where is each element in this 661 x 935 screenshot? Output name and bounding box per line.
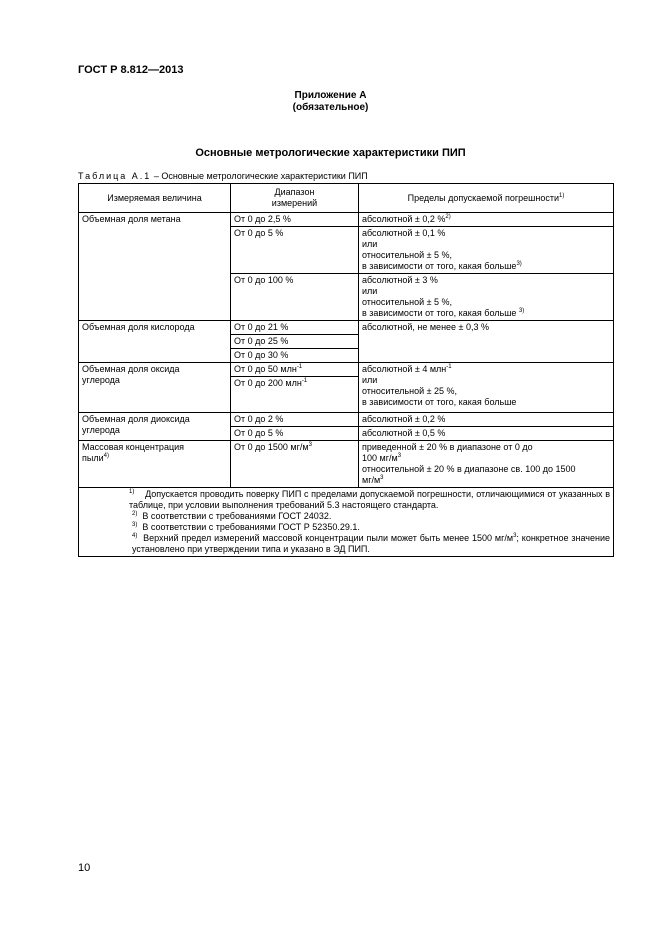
methane-error-3-line3: относительной ± 5 %,: [362, 297, 453, 307]
table-header-row: [79, 184, 614, 213]
methane-error-3: [359, 274, 614, 321]
header-range-line1: Диапазон: [274, 187, 315, 197]
oxygen-range-2: От 0 до 25 %: [231, 335, 359, 349]
co-range-1-text: От 0 до 50 млн: [234, 364, 297, 374]
co-name-line2: углерода: [82, 375, 120, 385]
methane-range-1: От 0 до 2,5 %: [231, 213, 359, 227]
co-name: [79, 363, 231, 413]
dust-error-line3: относительной ± 20 % в диапазоне св. 100 до 1500: [362, 464, 576, 474]
header-error: [359, 184, 614, 213]
methane-range-3: От 0 до 100 %: [231, 274, 359, 321]
oxygen-range-1: От 0 до 21 %: [231, 321, 359, 335]
co-error-line1-sup: -1: [446, 364, 452, 370]
notes-cell: [79, 488, 614, 557]
table-row: [79, 441, 614, 488]
note-4: [82, 533, 610, 555]
co-range-2-sup: -1: [301, 378, 308, 384]
co-range-1: [231, 363, 359, 377]
table-caption-text: – Основные метрологические характеристики ПИП: [153, 171, 368, 181]
methane-error-2-ref: 3): [516, 261, 522, 267]
dust-error-line2-sup: 3: [397, 453, 402, 459]
co-error-line1: [362, 364, 610, 375]
co-error: [359, 363, 614, 413]
methane-error-3-line4: [362, 308, 610, 319]
note-2: [82, 511, 610, 522]
methane-error-2-line4: [362, 261, 610, 272]
dust-error-line4: [362, 475, 610, 486]
dust-range-sup: 3: [308, 442, 312, 448]
co2-name: [79, 413, 231, 441]
methane-error-3-ref: 3): [518, 308, 525, 314]
page-number: 10: [78, 862, 91, 874]
methane-error-2: [359, 227, 614, 274]
header-error-ref: 1): [559, 192, 565, 199]
notes-row: [79, 488, 614, 557]
appendix-heading: [0, 90, 661, 114]
note-3-text: В соответствии с требованиями ГОСТ Р 52350.29.1.: [142, 522, 360, 532]
note-4-sup: 3: [513, 533, 517, 539]
note-2-ref: 2): [132, 511, 138, 517]
document-code: ГОСТ Р 8.812—2013: [78, 64, 184, 76]
methane-error-2-line3: относительной ± 5 %,: [362, 250, 453, 260]
dust-name-line1: Массовая концентрация: [82, 442, 185, 452]
dust-name-line2-text: пыли: [82, 453, 104, 463]
methane-error-2-line1: абсолютной ± 0,1 %: [362, 228, 446, 238]
methane-error-1: [359, 213, 614, 227]
appendix-subtitle: (обязательное): [292, 102, 369, 113]
oxygen-name: Объемная доля кислорода: [79, 321, 231, 363]
dust-range-text: От 0 до 1500 мг/м: [234, 442, 309, 452]
co2-name-line2: углерода: [82, 425, 120, 435]
oxygen-range-3: От 0 до 30 %: [231, 349, 359, 363]
co2-name-line1: Объемная доля диоксида: [82, 414, 190, 424]
methane-error-3-line4-text: в зависимости от того, какая больше: [362, 308, 517, 318]
table-row: [79, 413, 614, 427]
note-4-ref: 4): [132, 533, 138, 539]
oxygen-error: абсолютной, не менее ± 0,3 %: [359, 321, 614, 363]
co-error-line4: в зависимости от того, какая больше: [362, 397, 517, 407]
methane-error-3-line1: абсолютной ± 3 %: [362, 275, 438, 285]
methane-error-2-line4-text: в зависимости от того, какая больше: [362, 261, 517, 271]
note-3-ref: 3): [132, 522, 138, 528]
table-row: [79, 213, 614, 227]
note-4-text: Верхний предел измерений массовой концентрации пыли может быть менее 1500 мг/м: [143, 533, 514, 543]
note-3: [82, 522, 610, 533]
methane-error-1-ref: 2): [445, 214, 451, 220]
methane-error-3-line2: или: [362, 286, 378, 296]
dust-name-line2: [82, 453, 227, 464]
table-caption-label: Таблица А.1: [78, 171, 152, 181]
methane-name: Объемная доля метана: [79, 213, 231, 321]
co-error-line3: относительной ± 25 %,: [362, 386, 458, 396]
co-range-2-text: От 0 до 200 млн: [234, 378, 302, 388]
header-quantity: Измеряемая величина: [79, 184, 231, 213]
co-range-1-sup: -1: [296, 364, 303, 370]
methane-error-1-text: абсолютной ± 0,2 %: [362, 214, 446, 224]
dust-error-line4-text: мг/м: [362, 475, 381, 485]
co2-error-1: абсолютной ± 0,2 %: [359, 413, 614, 427]
dust-error-line2: [362, 453, 610, 464]
note-1-text: Допускается проводить поверку ПИП с пределами допускаемой погрешности, отличающимися от указанных в таблице, при условии выполнения требований 5.3 настоящего стандарта.: [129, 489, 610, 510]
dust-error: [359, 441, 614, 488]
dust-error-line4-sup: 3: [380, 475, 384, 481]
header-range: [231, 184, 359, 213]
note-1: [82, 489, 610, 511]
co-name-line1: Объемная доля оксида: [82, 364, 180, 374]
appendix-title: Приложение А: [294, 90, 367, 101]
co-error-line1-text: абсолютной ± 4 млн: [362, 364, 447, 374]
note-1-ref: 1): [129, 489, 135, 495]
co-range-2: [231, 377, 359, 413]
header-error-text: Пределы допускаемой погрешности: [407, 192, 560, 203]
table-row: [79, 321, 614, 335]
header-range-line2: измерений: [271, 198, 318, 208]
dust-error-line2-text: 100 мг/м: [362, 453, 398, 463]
table-caption: [78, 171, 368, 181]
section-title: Основные метрологические характеристики ПИП: [195, 147, 466, 159]
co2-range-2: От 0 до 5 %: [231, 427, 359, 441]
dust-error-line1: приведенной ± 20 % в диапазоне от 0 до: [362, 442, 533, 452]
characteristics-table: [78, 183, 614, 557]
dust-name: [79, 441, 231, 488]
co2-range-1: От 0 до 2 %: [231, 413, 359, 427]
note-4-tail: ; конкретное значение установлено при утверждении типа и указано в ЭД ПИП.: [132, 533, 610, 554]
co-error-line2: или: [362, 375, 378, 385]
table-row: [79, 363, 614, 377]
dust-name-ref: 4): [103, 453, 109, 459]
methane-range-2: От 0 до 5 %: [231, 227, 359, 274]
dust-range: [231, 441, 359, 488]
methane-error-2-line2: или: [362, 239, 378, 249]
note-2-text: В соответствии с требованиями ГОСТ 24032.: [142, 511, 332, 521]
co2-error-2: абсолютной ± 0,5 %: [359, 427, 614, 441]
